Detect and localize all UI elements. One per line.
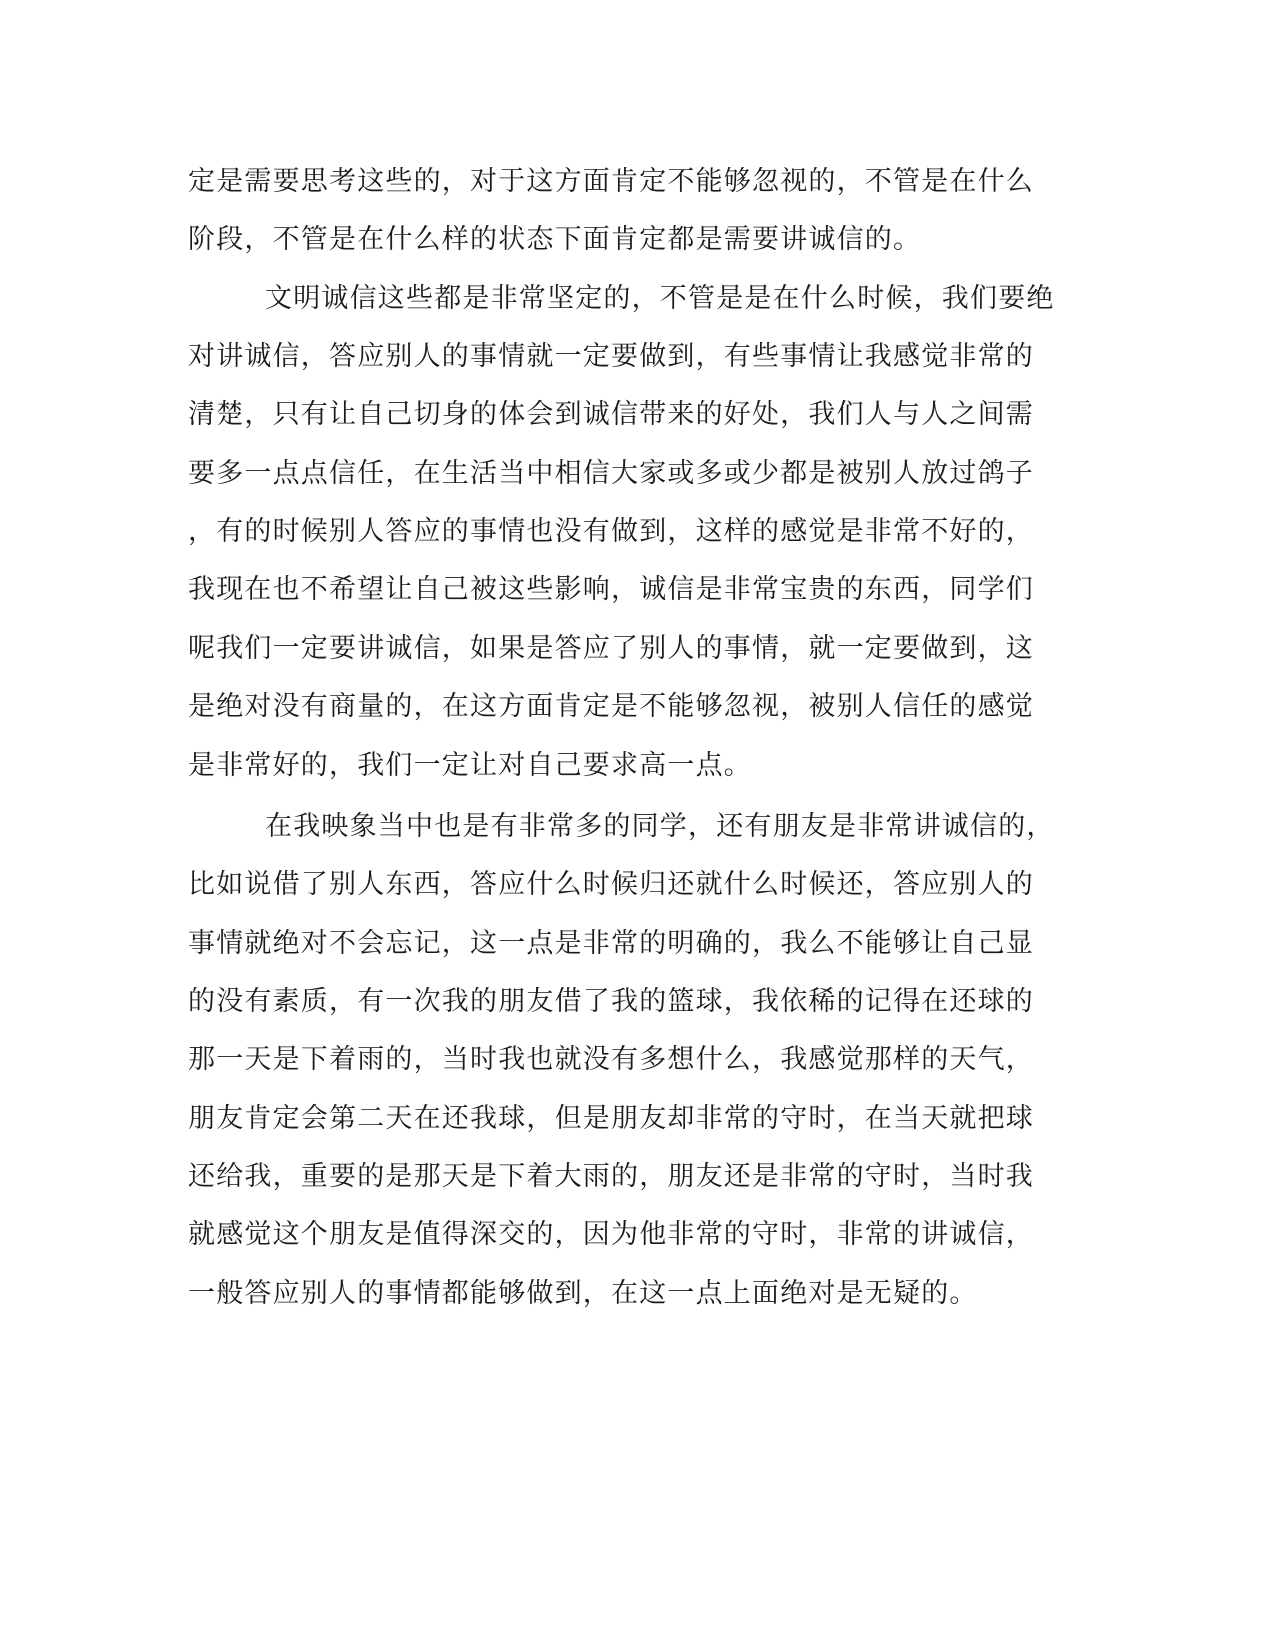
text-line: 朋友肯定会第二天在还我球，但是朋友却非常的守时，在当天就把球: [188, 1103, 1034, 1134]
text-line: 就感觉这个朋友是值得深交的，因为他非常的守时，非常的讲诚信，: [188, 1219, 1034, 1250]
text-line: 是绝对没有商量的，在这方面肯定是不能够忽视，被别人信任的感觉: [188, 691, 1034, 722]
text-line: 我现在也不希望让自己被这些影响，诚信是非常宝贵的东西，同学们: [188, 574, 1034, 605]
text-line: 要多一点点信任，在生活当中相信大家或多或少都是被别人放过鸽子: [188, 458, 1034, 489]
text-line: 一般答应别人的事情都能够做到，在这一点上面绝对是无疑的。: [188, 1278, 978, 1309]
text-line: 阶段，不管是在什么样的状态下面肯定都是需要讲诚信的。: [188, 224, 922, 255]
text-line: 那一天是下着雨的，当时我也就没有多想什么，我感觉那样的天气，: [188, 1044, 1034, 1075]
text-line: 比如说借了别人东西，答应什么时候归还就什么时候还，答应别人的: [188, 869, 1034, 900]
text-line: 定是需要思考这些的，对于这方面肯定不能够忽视的，不管是在什么: [188, 166, 1034, 197]
text-line: ，有的时候别人答应的事情也没有做到，这样的感觉是非常不好的，: [188, 516, 1034, 547]
text-line: 的没有素质，有一次我的朋友借了我的篮球，我依稀的记得在还球的: [188, 986, 1034, 1017]
text-line: 清楚，只有让自己切身的体会到诚信带来的好处，我们人与人之间需: [188, 399, 1034, 430]
text-line: 对讲诚信，答应别人的事情就一定要做到，有些事情让我感觉非常的: [188, 341, 1034, 372]
paragraph-first-line: 在我映象当中也是有非常多的同学，还有朋友是非常讲诚信的，: [265, 811, 1055, 842]
text-line: 还给我，重要的是那天是下着大雨的，朋友还是非常的守时，当时我: [188, 1161, 1034, 1192]
paragraph-first-line: 文明诚信这些都是非常坚定的，不管是是在什么时候，我们要绝: [265, 283, 1055, 314]
text-line: 是非常好的，我们一定让对自己要求高一点。: [188, 750, 752, 781]
text-line: 事情就绝对不会忘记，这一点是非常的明确的，我么不能够让自己显: [188, 928, 1034, 959]
text-line: 呢我们一定要讲诚信，如果是答应了别人的事情，就一定要做到，这: [188, 633, 1034, 664]
